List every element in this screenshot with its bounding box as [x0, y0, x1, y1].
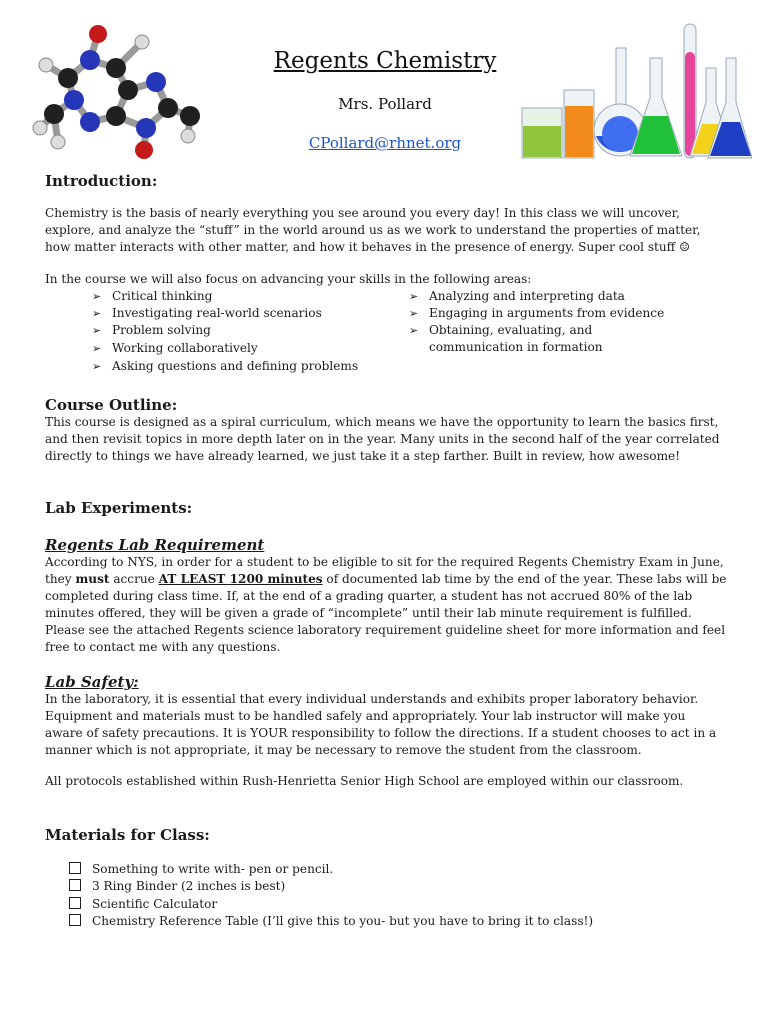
skill-label: Problem solving	[112, 323, 211, 337]
skill-label: Critical thinking	[112, 289, 213, 303]
materials-label: Scientific Calculator	[92, 897, 218, 911]
course-outline-line: This course is designed as a spiral curriculum, which means we have the opportunity to learn the basics first,	[45, 415, 719, 429]
arrow-bullet-icon: ➢	[92, 324, 102, 337]
lab-requirement-line	[45, 571, 735, 588]
course-outline-heading: Course Outline:	[45, 396, 178, 414]
teacher-name: Mrs. Pollard	[338, 95, 432, 113]
protocols-note	[45, 773, 735, 790]
skill-item	[92, 288, 212, 305]
minutes-emphasis: AT LEAST 1200 minutes	[158, 572, 323, 586]
introduction-paragraph	[45, 205, 735, 256]
skill-item	[92, 358, 358, 375]
skill-item	[92, 322, 211, 339]
lab-requirement-section	[45, 536, 735, 656]
course-outline-section	[45, 396, 735, 465]
arrow-bullet-icon: ➢	[409, 324, 419, 337]
skills-intro	[45, 271, 735, 288]
skill-item	[92, 305, 322, 322]
skill-label: Asking questions and defining problems	[112, 359, 359, 373]
lab-safety-line: In the laboratory, it is essential that every individual understands and exhibits proper laboratory behavior.	[45, 692, 699, 706]
lab-experiments-section	[45, 499, 735, 517]
materials-item	[69, 861, 333, 878]
text-span: accrue	[109, 572, 159, 586]
course-outline-line: and then revisit topics in more depth later on in the year. Many units in the second half of the year correlated	[45, 432, 720, 446]
materials-section	[45, 826, 735, 844]
lab-safety-line: manner which is not appropriate, it may be necessary to remove the student from the classroom.	[45, 743, 642, 757]
email-link[interactable]: CPollard@rhnet.org	[308, 134, 462, 152]
lab-safety-line: Equipment and materials must to be handled safely and appropriately. Your lab instructor will make you	[45, 709, 686, 723]
lab-safety-heading: Lab Safety:	[45, 673, 139, 691]
must-emphasis: must	[75, 572, 110, 586]
checkbox-icon	[69, 862, 81, 874]
lab-safety-line: aware of safety precautions. It is YOUR responsibility to follow the directions. If a student chooses to act in a	[45, 726, 717, 740]
lab-experiments-heading: Lab Experiments:	[45, 499, 193, 517]
skill-label: Investigating real-world scenarios	[112, 306, 322, 320]
introduction-line: Chemistry is the basis of nearly everything you see around you every day! In this class we will uncover,	[45, 206, 680, 220]
skill-item	[92, 340, 258, 357]
checkbox-icon	[69, 914, 81, 926]
skill-label: communication in formation	[429, 340, 603, 354]
text-span: they	[45, 572, 76, 586]
arrow-bullet-icon: ➢	[92, 342, 102, 355]
materials-label: Something to write with- pen or pencil.	[92, 862, 334, 876]
checkbox-icon	[69, 879, 81, 891]
arrow-bullet-icon: ➢	[409, 307, 419, 320]
introduction-line: how matter interacts with other matter, and how it behaves in the presence of energy. Super cool stuff ☺	[45, 240, 690, 254]
skill-item	[409, 288, 625, 305]
arrow-bullet-icon: ➢	[409, 290, 419, 303]
lab-requirement-line: free to contact me with any questions.	[45, 640, 281, 654]
skill-label: Obtaining, evaluating, and	[429, 323, 593, 337]
text-span: of documented lab time by the end of the year. These labs will be	[322, 572, 727, 586]
lab-safety-section	[45, 673, 735, 759]
skill-label: Engaging in arguments from evidence	[429, 306, 665, 320]
materials-item	[69, 896, 217, 913]
introduction-heading: Introduction:	[45, 172, 158, 190]
page-title: Regents Chemistry	[273, 48, 497, 74]
skill-item	[409, 305, 664, 322]
arrow-bullet-icon: ➢	[92, 290, 102, 303]
skill-label: Analyzing and interpreting data	[429, 289, 625, 303]
checkbox-icon	[69, 897, 81, 909]
materials-item	[69, 878, 285, 895]
arrow-bullet-icon: ➢	[92, 307, 102, 320]
introduction-line: explore, and analyze the “stuff” in the world around us as we work to understand the properties of matter,	[45, 223, 701, 237]
introduction-section	[45, 172, 735, 190]
skills-intro-text: In the course we will also focus on advancing your skills in the following areas:	[45, 272, 532, 286]
skill-item	[409, 322, 592, 339]
materials-item	[69, 913, 593, 930]
materials-heading: Materials for Class:	[45, 826, 210, 844]
course-outline-line: directly to things we have already learned, we just take it a step farther. Built in review, how awesome!	[45, 449, 681, 463]
materials-label: Chemistry Reference Table (I’ll give this to you- but you have to bring it to class!)	[92, 914, 594, 928]
materials-label: 3 Ring Binder (2 inches is best)	[92, 879, 286, 893]
lab-requirement-line: completed during class time. If, at the end of a grading quarter, a student has not accrued 80% of the lab	[45, 589, 693, 603]
skill-label: Working collaboratively	[112, 341, 258, 355]
protocols-text: All protocols established within Rush-Henrietta Senior High School are employed within our classroom.	[45, 774, 684, 788]
lab-requirement-heading: Regents Lab Requirement	[45, 536, 265, 554]
skill-item-continuation	[429, 339, 603, 356]
lab-requirement-line: minutes offered, they will be given a grade of “incomplete” until their lab minute requirement is fulfilled.	[45, 606, 692, 620]
arrow-bullet-icon: ➢	[92, 360, 102, 373]
lab-requirement-line: According to NYS, in order for a student to be eligible to sit for the required Regents Chemistry Exam in June,	[45, 555, 724, 569]
lab-requirement-line: Please see the attached Regents science laboratory requirement guideline sheet for more information and feel	[45, 623, 726, 637]
